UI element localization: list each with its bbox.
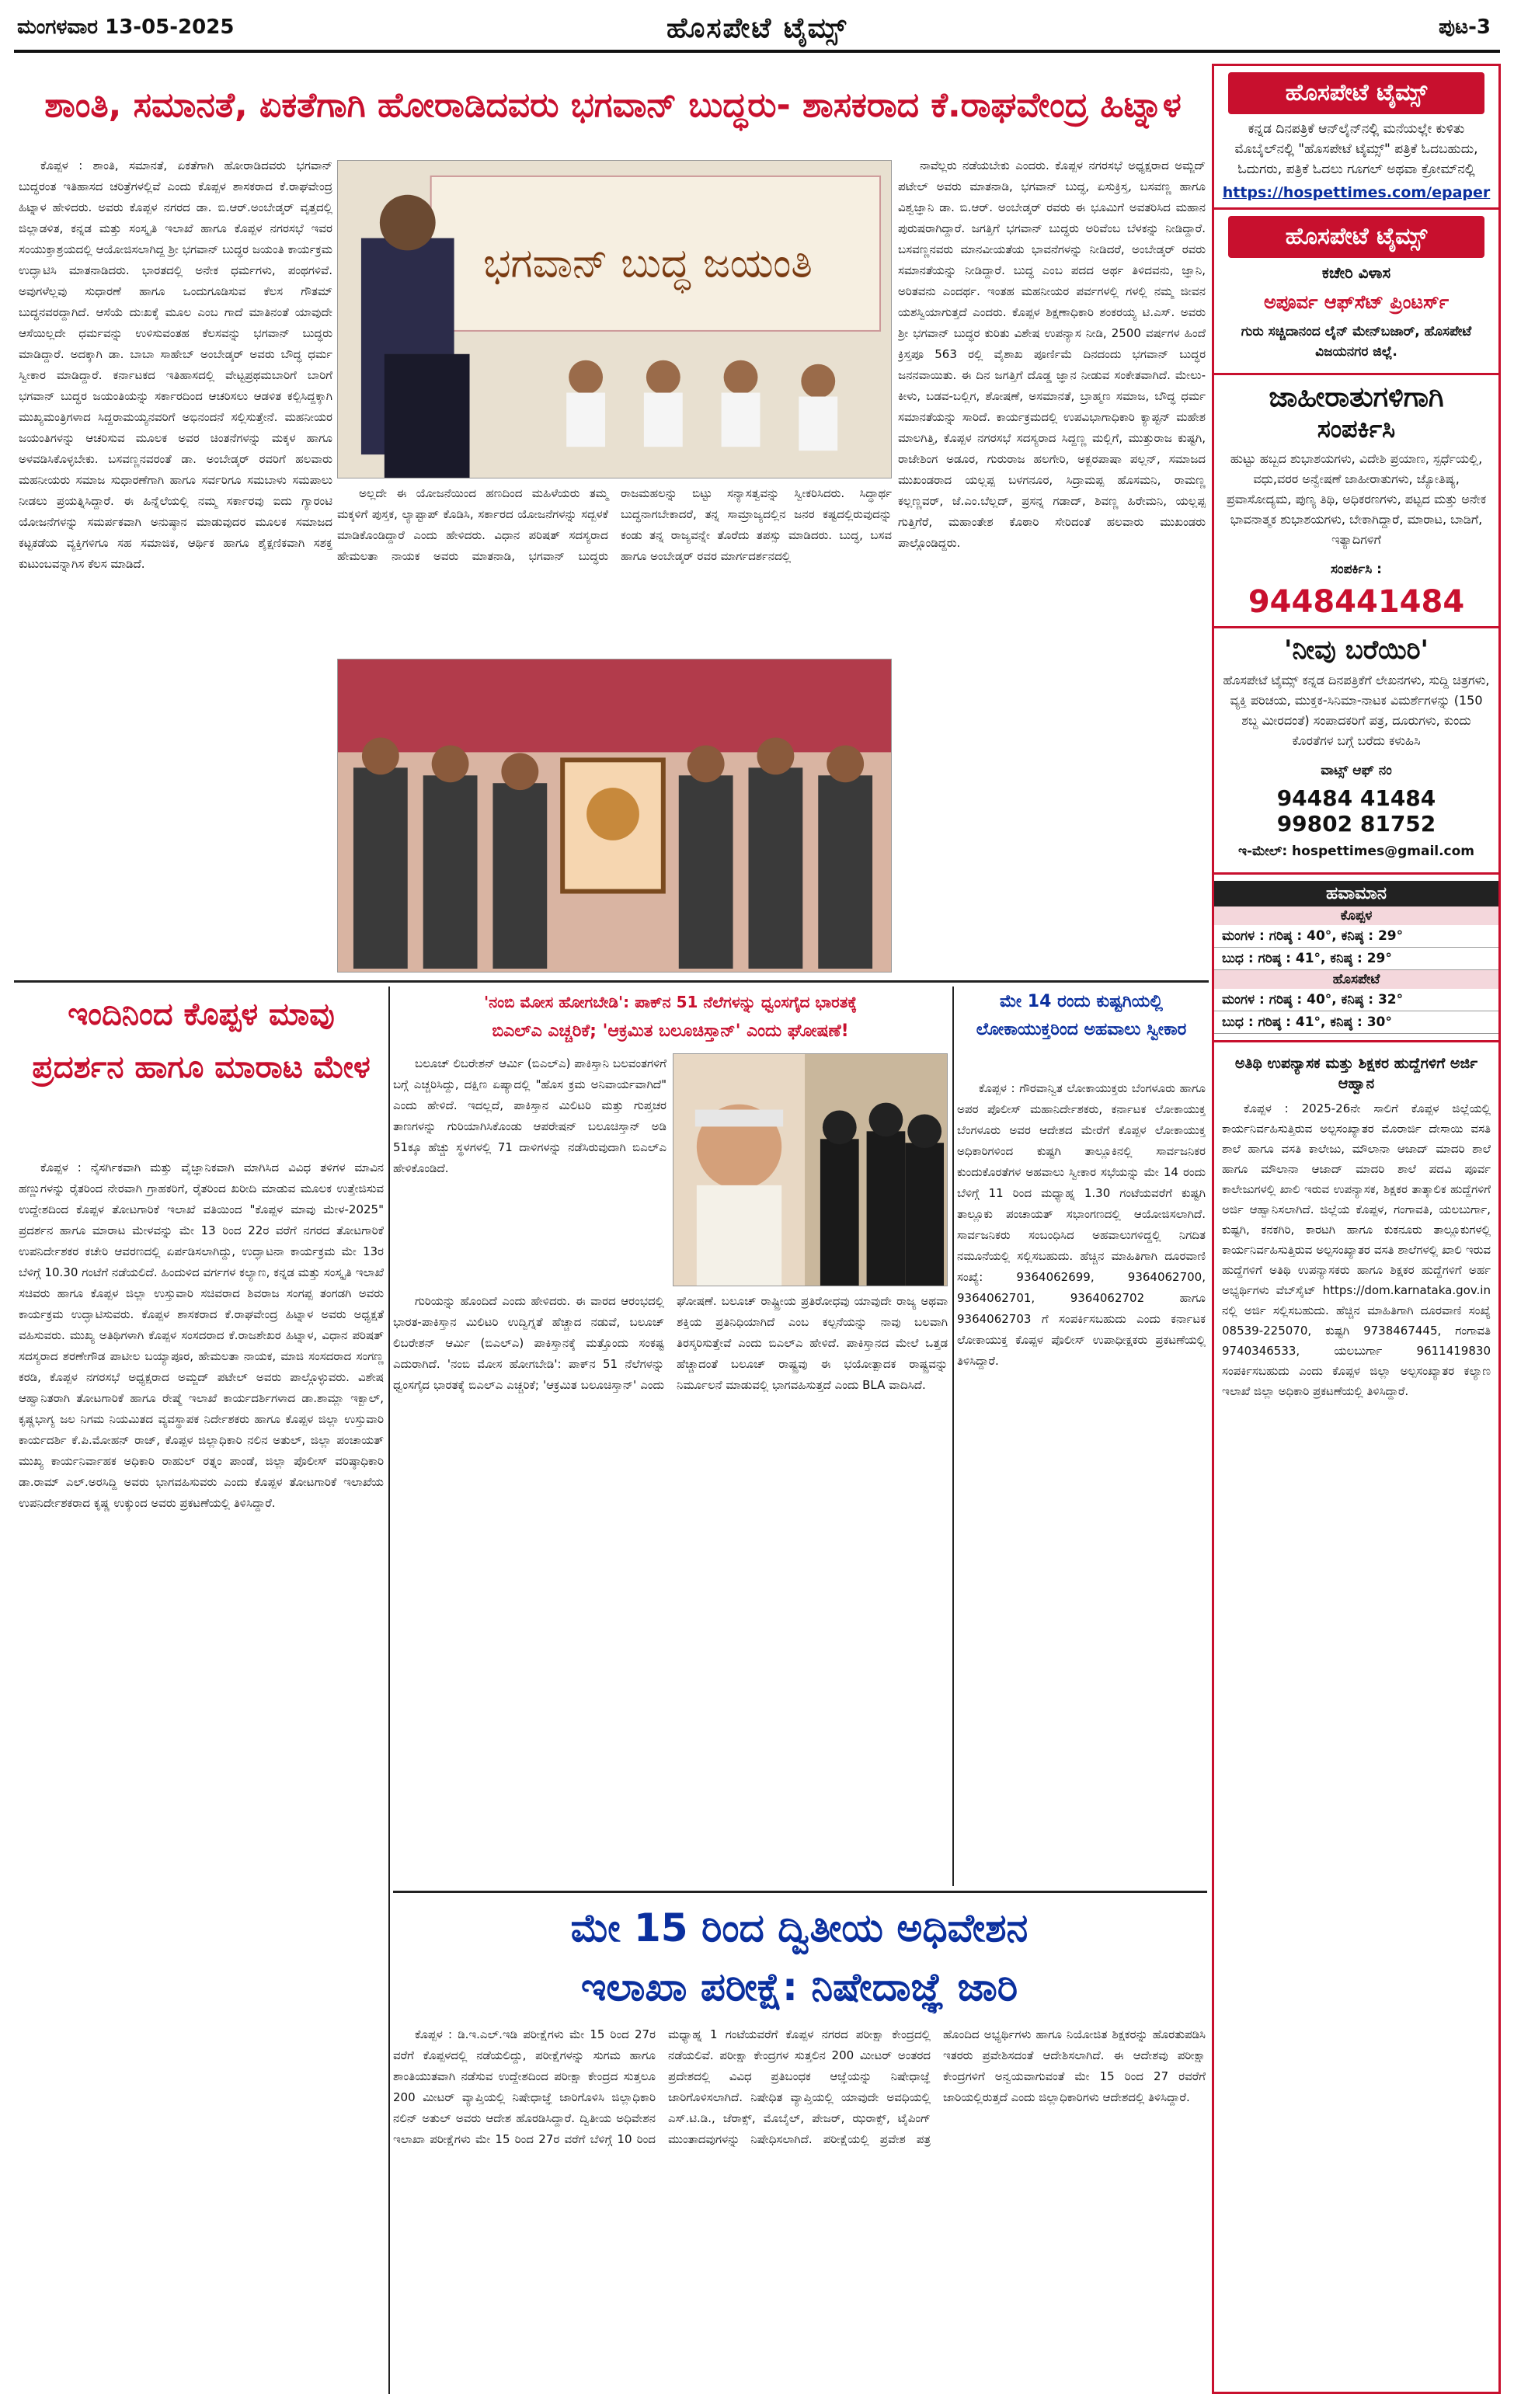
sidebar-separator: [1214, 872, 1498, 875]
epaper-link[interactable]: https://hospettimes.com/epaper: [1222, 184, 1491, 201]
email-label: ಇ-ಮೇಲ್:: [1237, 844, 1288, 859]
sidebar-logo-2: ಹೊಸಪೇಟೆ ಟೈಮ್ಸ್: [1228, 216, 1484, 258]
ads-subtitle: ಸಂಪರ್ಕಿಸಿ: [1317, 414, 1396, 444]
write-text: ಹೊಸಪೇಟೆ ಟೈಮ್ಸ್ ಕನ್ನಡ ದಿನಪತ್ರಿಕೆಗೆ ಲೇಖನಗಳು, ಸುದ್ದಿ ಚಿತ್ರಗಳು, ವ್ಯಕ್ತಿ ಪರಿಚಯ, ಮುಕ್ತಕ-ಸಿನಿಮಾ-ನಾಟಕ ವಿಮರ್ಶೆಗಳನ್ನು (150 ಶಬ್ದ ಮೀರದಂತೆ) ಸಂಪಾದಕರಿಗೆ ಪತ್ರ, ದೂರುಗಳು, ಕುಂದು ಕೊರತೆಗಳ ಬಗ್ಗೆ ಬರೆದು ಕಳುಹಿಸಿ: [1223, 673, 1490, 748]
sidebar-separator: [1214, 1040, 1498, 1042]
email-address[interactable]: hospettimes@gmail.com: [1292, 844, 1475, 859]
exam-headline-2: ಇಲಾಖಾ ಪರೀಕ್ಷೆ: ನಿಷೇದಾಜ್ಞೆ ಜಾರಿ: [580, 1964, 1018, 2010]
section-divider: [14, 980, 1209, 983]
ads-title: ಜಾಹೀರಾತುಗಳಿಗಾಗಿ: [1269, 381, 1444, 413]
office-address: ಗುರು ಸಚ್ಚಿದಾನಂದ ಲೈನ್ ಮೇನ್‌ಬಜಾರ್, ಹೊಸಪೇಟೆ ವಿಜಯನಗರ ಜಿಲ್ಲೆ.: [1241, 324, 1472, 360]
bla-lead: [393, 1053, 667, 1279]
bla-headline-2: ಬಿಎಲ್ಎ ಎಚ್ಚರಿಕೆ; 'ಆಕ್ರಮಿತ ಬಲೂಚಿಸ್ತಾನ್' ಎಂದು ಘೋಷಣೆ!: [492, 1021, 849, 1041]
whatsapp-phone-2[interactable]: 99802 81752: [1276, 811, 1436, 837]
weather-row: ಮಂಗಳ : ಗರಿಷ್ಠ : 40°, ಕನಿಷ್ಠ : 32°: [1214, 989, 1498, 1011]
lead-under-photo-text: ಅಲ್ಲದೇ ಈ ಯೋಜನೆಯಿಂದ ಹಣದಿಂದ ಮಹಿಳೆಯರು ತಮ್ಮ ಮಕ್ಕಳಿಗೆ ಪುಸ್ತಕ, ಲ್ಯಾಪ್ಟಾಪ್ ಕೊಡಿಸಿ, ಸರ್ಕಾರದ ಯೋಜನೆಗಳನ್ನು ಸದ್ಬಳಕೆ ಮಾಡಿಕೊಂಡಿದ್ದಾರೆ ಎಂದು ಹೇಳಿದರು. ವಿಧಾನ ಪರಿಷತ್ ಸದಸ್ಯರಾದ ಹೇಮಲತಾ ನಾಯಕ ಅವರು ಮಾತನಾಡಿ, ಭಗವಾನ್ ಬುದ್ಧರು ರಾಜಮಹಲನ್ನು ಬಿಟ್ಟು ಸನ್ಯಾಸತ್ವವನ್ನು ಸ್ವೀಕರಿಸಿದರು. ಸಿದ್ಧಾರ್ಥ ಬುದ್ಧನಾಗಬೇಕಾದರೆ, ತನ್ನ ಸಾಮ್ರಾಜ್ಯದಲ್ಲಿನ ಜನರ ಕಷ್ಟದಲ್ಲಿರುವುದನ್ನು ಕಂಡು ತನ್ನ ರಾಜ್ಯವನ್ನೇ ತೊರೆದು ತಪಸ್ಸು ಮಾಡಿದರು. ಬುದ್ಧ, ಬಸವ ಹಾಗೂ ಅಂಬೇಡ್ಕರ್ ರವರ ಮಾರ್ಗದರ್ಶನದಲ್ಲಿ: [337, 486, 892, 563]
ads-phone[interactable]: 9448441484: [1248, 584, 1465, 620]
bla-story-text: ಗುರಿಯನ್ನು ಹೊಂದಿದೆ ಎಂದು ಹೇಳಿದರು. ಈ ವಾರದ ಆರಂಭದಲ್ಲಿ ಭಾರತ-ಪಾಕಿಸ್ತಾನ ಮಿಲಿಟರಿ ಉದ್ವಿಗ್ನತೆ ಹೆಚ್ಚಾದ ನಡುವೆ, ಬಲೂಚ್ ಲಿಬರೇಶನ್ ಆರ್ಮಿ (ಬಿಎಲ್ಎ) ಪಾಕಿಸ್ತಾನಕ್ಕೆ ಮತ್ತೊಂದು ಸಂಕಷ್ಟ ಎದುರಾಗಿದೆ. 'ನಂಬಿ ಮೋಸ ಹೋಗಬೇಡಿ': ಪಾಕ್‌ನ 51 ನೆಲೆಗಳನ್ನು ಧ್ವಂಸಗೈದ ಭಾರತಕ್ಕೆ ಬಿಎಲ್ಎ ಎಚ್ಚರಿಕೆ; 'ಆಕ್ರಮಿತ ಬಲೂಚಿಸ್ತಾನ್' ಎಂದು ಘೋಷಣೆ. ಬಲೂಚ್ ರಾಷ್ಟ್ರೀಯ ಪ್ರತಿರೋಧವು ಯಾವುದೇ ರಾಜ್ಯ ಅಥವಾ ಶಕ್ತಿಯ ಪ್ರತಿನಿಧಿಯಾಗಿದೆ ಎಂಬ ಕಲ್ಪನೆಯನ್ನು ನಾವು ಬಲವಾಗಿ ತಿರಸ್ಕರಿಸುತ್ತೇವೆ ಎಂದು ಬಿಎಲ್ಎ ಹೇಳಿದೆ. ಪಾಕಿಸ್ತಾನದ ಮೇಲೆ ಒತ್ತಡ ಹೆಚ್ಚಾದಂತೆ ಬಲೂಚ್ ರಾಷ್ಟ್ರವು ಈ ಭಯೋತ್ಪಾದಕ ರಾಷ್ಟ್ರವನ್ನು ನಿರ್ಮೂಲನೆ ಮಾಡುವಲ್ಲಿ ಭಾಗವಹಿಸುತ್ತದೆ ಎಂದು BLA ವಾದಿಸಿದೆ.: [393, 1294, 948, 1392]
mango-story: [19, 1157, 384, 2392]
sidebar-separator: [1214, 207, 1498, 210]
photo-modi-bla: [673, 1053, 948, 1286]
whatsapp-phone-1[interactable]: 94484 41484: [1276, 785, 1436, 811]
hostel-story-text: ಕೊಪ್ಪಳ : 2025-26ನೇ ಸಾಲಿಗೆ ಕೊಪ್ಪಳ ಜಿಲ್ಲೆಯಲ್ಲಿ ಕಾರ್ಯನಿರ್ವಹಿಸುತ್ತಿರುವ ಅಲ್ಪಸಂಖ್ಯಾತರ ಮೊರಾರ್ಜಿ ದೇಸಾಯಿ ವಸತಿ ಶಾಲೆ ಹಾಗೂ ವಸತಿ ಕಾಲೇಜು, ಮೌಲಾನಾ ಆಜಾದ್ ಮಾದರಿ ಶಾಲೆ ಹಾಗೂ ಮೌಲಾನಾ ಆಜಾದ್ ಮಾದರಿ ಶಾಲೆ ಪದವಿ ಪೂರ್ವ ಕಾಲೇಜುಗಳಲ್ಲಿ ಖಾಲಿ ಇರುವ ಉಪನ್ಯಾಸಕ, ಶಿಕ್ಷಕರ ತಾತ್ಕಾಲಿಕ ಹುದ್ದೆಗಳಿಗೆ ಅರ್ಜಿ ಆಹ್ವಾನಿಸಲಾಗಿದೆ. ಜಿಲ್ಲೆಯ ಕೊಪ್ಪಳ, ಗಂಗಾವತಿ, ಯಲಬುರ್ಗಾ, ಕುಷ್ಟಗಿ, ಕನಕಗಿರಿ, ಕಾರಟಗಿ ಹಾಗೂ ಕುಕನೂರು ತಾಲ್ಲೂಕುಗಳಲ್ಲಿ ಕಾರ್ಯನಿರ್ವಹಿಸುತ್ತಿರುವ ಅಲ್ಪಸಂಖ್ಯಾತರ ವಸತಿ ಶಾಲೆಗಳಲ್ಲಿ ಖಾಲಿ ಇರುವ ಹುದ್ದೆಗಳಿಗೆ ಅತಿಥಿ ಉಪನ್ಯಾಸಕರು ಹಾಗೂ ಶಿಕ್ಷಕರ ಹುದ್ದೆಗಳಿಗೆ ಅರ್ಹ ಅಭ್ಯರ್ಥಿಗಳು ವೆಬ್‌ಸೈಟ್ https://dom.karnataka.gov.in ನಲ್ಲಿ ಅರ್ಜಿ ಸಲ್ಲಿಸಬಹುದು. ಹೆಚ್ಚಿನ ಮಾಹಿತಿಗಾಗಿ ದೂರವಾಣಿ ಸಂಖ್ಯೆ 08539-225070, ಕುಷ್ಟಗಿ 9738467445, ಗಂಗಾವತಿ 9740346533, ಯಲಬುರ್ಗಾ 9611419830 ಸಂಪರ್ಕಿಸಬಹುದು ಎಂದು ಕೊಪ್ಪಳ ಜಿಲ್ಲಾ ಅಲ್ಪಸಂಖ್ಯಾತರ ಕಲ್ಯಾಣ ಇಲಾಖೆ ಜಿಲ್ಲಾ ಅಧಿಕಾರಿ ಪ್ರಕಟಣೆಯಲ್ಲಿ ತಿಳಿಸಿದ್ದಾರೆ.: [1222, 1101, 1491, 1398]
lokayukta-story: [957, 1078, 1206, 1886]
whatsapp-label: ವಾಟ್ಸ್ ಆಫ್ ನಂ: [1321, 763, 1392, 778]
printer-name: ಅಪೂರ್ವ ಆಫ್‌ಸೆಟ್ ಪ್ರಿಂಟರ್ಸ್: [1263, 291, 1450, 313]
lead-story-col1: [19, 155, 332, 963]
weather-city-koppal: ಕೊಪ್ಪಳ: [1214, 906, 1498, 925]
photo-group-buddha-portrait: [337, 659, 892, 973]
sidebar-separator: [1214, 373, 1498, 375]
issue-date: ಮಂಗಳವಾರ 13-05-2025: [17, 16, 235, 39]
sidebar-logo: ಹೊಸಪೇಟೆ ಟೈಮ್ಸ್: [1228, 72, 1484, 114]
sidebar: [1212, 64, 1501, 2394]
exam-story-text: ಕೊಪ್ಪಳ : ಡಿ.ಇ.ಎಲ್.ಇಡಿ ಪರೀಕ್ಷೆಗಳು ಮೇ 15 ರಿಂದ 27ರ ವರೆಗೆ ಕೊಪ್ಪಳದಲ್ಲಿ ನಡೆಯಲಿದ್ದು, ಪರೀಕ್ಷೆಗಳನ್ನು ಸುಗಮ ಹಾಗೂ ಶಾಂತಿಯುತವಾಗಿ ನಡೆಸುವ ಉದ್ದೇಶದಿಂದ ಪರೀಕ್ಷಾ ಕೇಂದ್ರದ ಸುತ್ತಲೂ 200 ಮೀಟರ್ ವ್ಯಾಪ್ತಿಯಲ್ಲಿ ನಿಷೇಧಾಜ್ಞೆ ಜಾರಿಗೊಳಿಸಿ ಜಿಲ್ಲಾಧಿಕಾರಿ ನಲಿನ್ ಅತುಲ್ ಅವರು ಆದೇಶ ಹೊರಡಿಸಿದ್ದಾರೆ. ದ್ವಿತೀಯ ಅಧಿವೇಶನ ಇಲಾಖಾ ಪರೀಕ್ಷೆಗಳು ಮೇ 15 ರಿಂದ 27ರ ವರೆಗೆ ಬೆಳಿಗ್ಗೆ 10 ರಿಂದ ಮಧ್ಯಾಹ್ನ 1 ಗಂಟೆಯವರೆಗೆ ಕೊಪ್ಪಳ ನಗರದ ಪರೀಕ್ಷಾ ಕೇಂದ್ರದಲ್ಲಿ ನಡೆಯಲಿವೆ. ಪರೀಕ್ಷಾ ಕೇಂದ್ರಗಳ ಸುತ್ತಲಿನ 200 ಮೀಟರ್ ಅಂತರದ ಪ್ರದೇಶದಲ್ಲಿ ವಿವಿಧ ಪ್ರತಿಬಂಧಕ ಆಜ್ಞೆಯನ್ನು ನಿಷೇಧಾಜ್ಞೆ ಜಾರಿಗೊಳಿಸಲಾಗಿದೆ. ನಿಷೇಧಿತ ವ್ಯಾಪ್ತಿಯಲ್ಲಿ ಯಾವುದೇ ಅವಧಿಯಲ್ಲಿ ಎಸ್.ಟಿ.ಡಿ., ಜೆರಾಕ್ಸ್, ಮೊಬೈಲ್, ಪೇಜರ್, ಝರಾಕ್ಸ್, ಟೈಪಿಂಗ್ ಮುಂತಾದವುಗಳನ್ನು ನಿಷೇಧಿಸಲಾಗಿದೆ. ಪರೀಕ್ಷೆಯಲ್ಲಿ ಪ್ರವೇಶ ಪತ್ರ ಹೊಂದಿದ ಅಭ್ಯರ್ಥಿಗಳು ಹಾಗೂ ನಿಯೋಜಿತ ಶಿಕ್ಷಕರನ್ನು ಹೊರತುಪಡಿಸಿ ಇತರರು ಪ್ರವೇಶಿಸದಂತೆ ಆದೇಶಿಸಲಾಗಿದೆ. ಈ ಆದೇಶವು ಪರೀಕ್ಷಾ ಕೇಂದ್ರಗಳಿಗೆ ಅನ್ವಯವಾಗುವಂತೆ ಮೇ 15 ರಿಂದ 27 ರವರೆಗೆ ಜಾರಿಯಲ್ಲಿರುತ್ತದೆ ಎಂದು ಜಿಲ್ಲಾಧಿಕಾರಿಗಳು ಆದೇಶದಲ್ಲಿ ತಿಳಿಸಿದ್ದಾರೆ.: [393, 2027, 1206, 2146]
office-title: ಕಚೇರಿ ವಿಳಾಸ: [1321, 263, 1391, 282]
sidebar-separator: [1214, 626, 1498, 628]
weather-row: ಬುಧ : ಗರಿಷ್ಠ : 41°, ಕನಿಷ್ಠ : 30°: [1214, 1011, 1498, 1034]
column-rule: [388, 987, 390, 2394]
hostel-headline: ಅತಿಥಿ ಉಪನ್ಯಾಸಕ ಮತ್ತು ಶಿಕ್ಷಕರ ಹುದ್ದೆಗಳಿಗೆ ಅರ್ಜಿ ಆಹ್ವಾನ: [1234, 1055, 1478, 1092]
exam-headline-1: ಮೇ 15 ರಿಂದ ದ್ವಿತೀಯ ಅಧಿವೇಶನ: [570, 1905, 1028, 1950]
lokayukta-story-text: ಕೊಪ್ಪಳ : ಗೌರವಾನ್ವಿತ ಲೋಕಾಯುಕ್ತರು ಬೆಂಗಳೂರು ಹಾಗೂ ಅಪರ ಪೊಲೀಸ್ ಮಹಾನಿರ್ದೇಶಕರು, ಕರ್ನಾಟಕ ಲೋಕಾಯುಕ್ತ ಬೆಂಗಳೂರು ಅವರ ಆದೇಶದ ಮೇರೆಗೆ ಕೊಪ್ಪಳ ಲೋಕಾಯುಕ್ತ ಅಧಿಕಾರಿಗಳಿಂದ ಕುಷ್ಟಗಿ ತಾಲ್ಲೂಕಿನಲ್ಲಿ ಸಾರ್ವಜನಿಕರ ಕುಂದುಕೊರತೆಗಳ ಅಹವಾಲು ಸ್ವೀಕಾರ ಸಭೆಯನ್ನು ಮೇ 14 ರಂದು ಬೆಳಿಗ್ಗೆ 11 ರಿಂದ ಮಧ್ಯಾಹ್ನ 1.30 ಗಂಟೆಯವರೆಗೆ ಕುಷ್ಟಗಿ ತಾಲ್ಲೂಕು ಪಂಚಾಯತ್ ಸಭಾಂಗಣದಲ್ಲಿ ಆಯೋಜಿಸಲಾಗಿದೆ. ಸಾರ್ವಜನಿಕರು ಸಂಬಂಧಿಸಿದ ಅಹವಾಲುಗಳಿದ್ದಲ್ಲಿ ನಿಗದಿತ ನಮೂನೆಯಲ್ಲಿ ಸಲ್ಲಿಸಬಹುದು. ಹೆಚ್ಚಿನ ಮಾಹಿತಿಗಾಗಿ ದೂರವಾಣಿ ಸಂಖ್ಯೆ: 9364062699, 9364062700, 9364062701, 9364062702 ಹಾಗೂ 9364062703 ಗೆ ಸಂಪರ್ಕಿಸಬಹುದು ಎಂದು ಕರ್ನಾಟಕ ಲೋಕಾಯುಕ್ತ ಕೊಪ್ಪಳ ಪೊಲೀಸ್ ಉಪಾಧೀಕ್ಷಕರು ಪ್ರಕಟಣೆಯಲ್ಲಿ ತಿಳಿಸಿದ್ದಾರೆ.: [957, 1081, 1206, 1368]
column-rule: [952, 987, 954, 1886]
lead-headline: ಶಾಂತಿ, ಸಮಾನತೆ, ಏಕತೆಗಾಗಿ ಹೋರಾಡಿದವರು ಭಗವಾನ್ ಬುದ್ಧರು- ಶಾಸಕರಾದ ಕೆ.ರಾಘವೇಂದ್ರ ಹಿಟ್ನಾಳ: [44, 85, 1182, 125]
section-divider: [393, 1891, 1207, 1893]
bla-lead-text: ಬಲೂಚ್ ಲಿಬರೇಶನ್ ಆರ್ಮಿ (ಬಿಎಲ್ಎ) ಪಾಕಿಸ್ತಾನಿ ಬಲವಂತಗಳಿಗೆ ಬಗ್ಗೆ ಎಚ್ಚರಿಸಿದ್ದು, ದಕ್ಷಿಣ ಏಷ್ಯಾದಲ್ಲಿ "ಹೊಸ ಕ್ರಮ ಅನಿವಾರ್ಯವಾಗಿದೆ" ಎಂದು ಹೇಳಿದೆ. ಇದಲ್ಲದೆ, ಪಾಕಿಸ್ತಾನ ಮಿಲಿಟರಿ ಮತ್ತು ಗುಪ್ತಚರ ತಾಣಗಳನ್ನು ಗುರಿಯಾಗಿಸಿಕೊಂಡು ಆಪರೇಷನ್ ಬಲೂಚಿಸ್ತಾನ್ ಅಡಿ 51ಕ್ಕೂ ಹೆಚ್ಚು ಸ್ಥಳಗಳಲ್ಲಿ 71 ದಾಳಿಗಳನ್ನು ನಡೆಸಿರುವುದಾಗಿ ಬಿಎಲ್ಎ ಹೇಳಿಕೊಂಡಿದೆ.: [393, 1056, 667, 1175]
write-title: 'ನೀವು ಬರೆಯಿರಿ': [1284, 635, 1429, 666]
lead-col3-text: ನಾವೆಲ್ಲರು ನಡೆಯಬೇಕು ಎಂದರು. ಕೊಪ್ಪಳ ನಗರಸಭೆ ಅಧ್ಯಕ್ಷರಾದ ಅಮ್ಜದ್ ಪಟೇಲ್ ಅವರು ಮಾತನಾಡಿ, ಭಗವಾನ್ ಬುದ್ಧ, ಏಸುಕ್ರಿಸ್ತ, ಬಸವಣ್ಣ ಹಾಗೂ ವಿಶ್ವಜ್ಞಾನಿ ಡಾ. ಬಿ.ಆರ್. ಅಂಬೇಡ್ಕರ್ ರವರು ಈ ಭೂಮಿಗೆ ಅವತರಿಸಿದ ಮಹಾನ ಪುರುಷರಾಗಿದ್ದಾರೆ. ಜಗತ್ತಿಗೆ ಭಗವಾನ್ ಬುದ್ಧರು ಅರಿವೆಂಬ ಬೆಳಕನ್ನು ನೀಡಿದ್ದಾರೆ. ಬಸವಣ್ಣನವರು ಮಾನವೀಯತೆಯ ಭಾವನೆಗಳನ್ನು ನೀಡಿದರೆ, ಅಂಬೇಡ್ಕರ್ ರವರು ಸಮಾನತೆಯನ್ನು ನೀಡಿದ್ದಾರೆ. ಬುದ್ಧ ಎಂಬ ಪದದ ಅರ್ಥ ತಿಳಿದವನು, ಜ್ಞಾನಿ, ಅರಿತವನು ಎಂದರ್ಥ. ಇಂತಹ ಮಹನೀಯರ ಪರ್ವಗಳಲ್ಲಿ ಗಳಲ್ಲಿ ನಮ್ಮ ಜೀವನ ಯಶಸ್ವಿಯಾಗುತ್ತದೆ ಎಂದರು. ಕೊಪ್ಪಳ ಶಿಕ್ಷಣಾಧಿಕಾರಿ ಶಂಕರಯ್ಯ ಟಿ.ಎಸ್. ಅವರು ಶ್ರೀ ಭಗವಾನ್ ಬುದ್ಧರ ಕುರಿತು ವಿಶೇಷ ಉಪನ್ಯಾಸ ನೀಡಿ, 2500 ವರ್ಷಗಳ ಹಿಂದೆ ಕ್ರಿಸ್ತಪೂ 563 ರಲ್ಲಿ ವೈಶಾಖ ಪೂರ್ಣಿಮೆ ದಿನದಂದು ಭಗವಾನ್ ಬುದ್ಧರ ಜನನವಾಯಿತು. ಈ ದಿನ ಜಗತ್ತಿಗೆ ದೊಡ್ಡ ಜ್ಞಾನ ನೀಡುವ ಸಂಕೇತವಾಗಿದೆ. ಮೇಲು-ಕೀಳು, ಬಡವ-ಬಲ್ಲಿಗ, ಶೋಷಣೆ, ಅಸಮಾನತೆ, ಬ್ರಾಹ್ಮಣ ಸಮಾಜ, ಬೌದ್ಧ ಧರ್ಮ ಸಮಾನತೆಯನ್ನು ಸಾರಿದೆ. ಕಾರ್ಯಕ್ರಮದಲ್ಲಿ ಉಪವಿಭಾಗಾಧಿಕಾರಿ ಕ್ಯಾಪ್ಟನ್ ಮಹೇಶ ಮಾಲಗಿತ್ತಿ, ಕೊಪ್ಪಳ ನಗರಸಭೆ ಸದಸ್ಯರಾದ ಸಿದ್ದಣ್ಣ ಮಲ್ಲಿಗೆ, ಮುತ್ತುರಾಜ ಕುಷ್ಟಗಿ, ರಾಜೇಶಿಂಗ ಅಡೂರ, ಗುರುರಾಜ ಹಲಗೇರಿ, ಅಕ್ಬರಪಾಷಾ ಪಲ್ಲನ್, ಸಮಾಜದ ಮುಖಂಡರಾದ ಯಲ್ಲಪ್ಪ ಬಳಗನೂರ, ಸಿದ್ರಾಮಪ್ಪ ಹೊಸಮನಿ, ರಾಮಣ್ಣ ಕಲ್ಲಣ್ಣವರ್, ಜೆ.ಎಂ.ಬೆಲ್ಲದ್, ಪ್ರಸನ್ನ ಗಡಾದ್, ಶಿವಣ್ಣ ಹಿರೇಮನಿ, ಯಲ್ಲಪ್ಪ ಗುತ್ತಿಗೆರೆ, ಮಹಾಂತೇಶ ಕೊಠಾರಿ ಸೇರಿದಂತೆ ಹಲವಾರು ಮುಖಂಡರು ಪಾಲ್ಗೊಂಡಿದ್ದರು.: [898, 158, 1206, 550]
sidebar-promo: ಕನ್ನಡ ದಿನಪತ್ರಿಕೆ ಆನ್‌ಲೈನ್‌ನಲ್ಲಿ ಮನೆಯಲ್ಲೇ ಕುಳಿತು ಮೊಬೈಲ್‌ನಲ್ಲಿ "ಹೊಸಪೇಟೆ ಟೈಮ್ಸ್" ಪತ್ರಿಕೆ ಓದಬಹುದು, ಓದುಗರು, ಪತ್ರಿಕೆ ಓದಲು ಗೂಗಲ್ ಅಥವಾ ಕ್ರೋಮ್‌ನಲ್ಲಿ: [1234, 121, 1478, 177]
lead-story-col3: [898, 155, 1206, 973]
ads-list: ಹುಟ್ಟು ಹಬ್ಬದ ಶುಭಾಶಯಗಳು, ವಿದೇಶಿ ಪ್ರಯಾಣ, ಸ್ಪರ್ಧೆಯಲ್ಲಿ, ವಧು,ವರರ ಅನ್ವೇಷಣೆ ಜಾಹೀರಾತುಗಳು, ಜ್ಯೋತಿಷ್ಯ, ಪ್ರವಾಸೋದ್ಯಮ, ಪುಣ್ಯ ತಿಥಿ, ಅಧಿಕರಣಗಳು, ಪಟ್ಟದ ಮತ್ತು ಅನೇಕ ಭಾವನಾತ್ಮಕ ಶುಭಾಶಯಗಳು, ಬೇಕಾಗಿದ್ದಾರೆ, ಮಾರಾಟ, ಬಾಡಿಗೆ, ಇತ್ಯಾದಿಗಳಿಗೆ: [1226, 451, 1487, 547]
lead-under-photo: [337, 483, 892, 654]
svg-text:ಭಗವಾನ್ ಬುದ್ಧ ಜಯಂತಿ: ಭಗವಾನ್ ಬುದ್ಧ ಜಯಂತಿ: [482, 240, 813, 287]
photo-buddha-jayanti-stage: [337, 160, 892, 478]
masthead: [14, 11, 1500, 53]
lead-col1-text: ಕೊಪ್ಪಳ : ಶಾಂತಿ, ಸಮಾನತೆ, ಏಕತೆಗಾಗಿ ಹೋರಾಡಿದವರು ಭಗವಾನ್ ಬುದ್ಧರಂತ ಇತಿಹಾಸದ ಚರಿತ್ರೆಗಳಲ್ಲಿವೆ ಎಂದು ಕೊಪ್ಪಳ ಶಾಸಕರಾದ ಕೆ.ರಾಘವೇಂದ್ರ ಹಿಟ್ನಾಳ ಹೇಳಿದರು. ಅವರು ಕೊಪ್ಪಳ ನಗರದ ಡಾ. ಬಿ.ಆರ್.ಅಂಬೇಡ್ಕರ್ ವೃತ್ತದಲ್ಲಿ ಜಿಲ್ಲಾಡಳಿತ, ಕನ್ನಡ ಮತ್ತು ಸಂಸ್ಕೃತಿ ಇಲಾಖೆ ಹಾಗೂ ಕೊಪ್ಪಳ ನಗರಸಭೆ ಇವರ ಸಂಯುಕ್ತಾಶ್ರಯದಲ್ಲಿ ಆಯೋಜಿಸಲಾಗಿದ್ದ ಶ್ರೀ ಭಗವಾನ್ ಬುದ್ಧರ ಜಯಂತಿ ಕಾರ್ಯಕ್ರಮ ಉದ್ಘಾಟಿಸಿ ಮಾತನಾಡಿದರು. ಭಾರತದಲ್ಲಿ ಅನೇಕ ಧರ್ಮಗಳು, ಪಂಥಗಳಿವೆ. ಅವುಗಳೆಲ್ಲವು ಸುಧಾರಣೆ ಹಾಗೂ ಒಂದುಗೂಡಿಸುವ ಕೆಲಸ ಗೌತಮ್ ಬುದ್ಧನವರದ್ದಾಗಿದೆ. ಆಸೆಯೆ ದುಃಖಕ್ಕೆ ಮೂಲ ಎಂಬ ಗಾದೆ ಮಾತಿನಂತೆ ಯಾವುದೇ ಆಸೆಯಿಲ್ಲದೇ ಧರ್ಮವನ್ನು ಉಳಿಸುವಂತಹ ಕೆಲಸವನ್ನು ಭಗವಾನ್ ಬುದ್ಧರು ಮಾಡಿದ್ದಾರೆ. ಅದಕ್ಕಾಗಿ ಡಾ. ಬಾಬಾ ಸಾಹೇಬ್ ಅಂಬೇಡ್ಕರ್ ಅವರು ಬೌದ್ಧ ಧರ್ಮ ಸ್ವೀಕಾರ ಮಾಡಿದ್ದಾರೆ. ಕರ್ನಾಟಕದ ಇತಿಹಾಸದಲ್ಲಿ ವೇಟ್ಟಪ್ರಥಮಬಾರಿಗೆ ಬಾರಿಗೆ ಭಗವಾನ್ ಬುದ್ಧರ ಜಯಂತಿಯನ್ನು ಸರ್ಕಾರದಿಂದ ಆಚರಿಸಲು ಆಡಳಿತ ಕಲ್ಪಿಸಿದ್ದಕ್ಕಾಗಿ ಮುಖ್ಯಮಂತ್ರಿಗಳಾದ ಸಿದ್ದರಾಮಯ್ಯನವರಿಗೆ ಅಭಿನಂದನೆ ಸಲ್ಲಿಸುತ್ತೇನೆ. ಮಹನೀಯರ ಜಯಂತಿಗಳನ್ನು ಆಚರಿಸುವ ಮೂಲಕ ಅವರ ಚಿಂತನೆಗಳನ್ನು ಮಕ್ಕಳ ಹಾಗೂ ಅಳವಡಿಸಿಕೊಳ್ಳಬೇಕು. ಬಸವಣ್ಣನವರಂತೆ ಡಾ. ಅಂಬೇಡ್ಕರ್ ರವರಿಗೆ ಹಲವಾರು ಮಹನೀಯರು ಸಮಾಜ ಸುಧಾರಣೆಗಾಗಿ ಹಾಗೂ ಸರ್ವರಿಗೂ ಸಮಬಾಳು ಸಮಪಾಲು ನೀಡಲು ಪ್ರಯತ್ನಿಸಿದ್ದಾರೆ. ಈ ಹಿನ್ನೆಲೆಯಲ್ಲಿ ನಮ್ಮ ಸರ್ಕಾರವು ಐದು ಗ್ಯಾರಂಟಿ ಯೋಜನೆಗಳನ್ನು ಸಮರ್ಪಕವಾಗಿ ಅನುಷ್ಠಾನ ಮಾಡುವುದರ ಮೂಲಕ ಸಮಾಜದ ಕಟ್ಟಕಡೆಯ ವ್ಯಕ್ತಿಗಳಿಗೂ ಸಹ ಸಮಾಜಿಕ, ಆರ್ಥಿಕ ಹಾಗೂ ಶೈಕ್ಷಣಿಕವಾಗಿ ಸಶಕ್ತ ಕುಟುಂಬವನ್ನಾಗಿಸ ಕೆಲಸ ಮಾಡಿದೆ.: [19, 158, 332, 571]
ads-contact-label: ಸಂಪರ್ಕಿಸಿ :: [1331, 562, 1382, 577]
bla-headline-1: 'ನಂಬಿ ಮೋಸ ಹೋಗಬೇಡಿ': ಪಾಕ್‌ನ 51 ನೆಲೆಗಳನ್ನು ಧ್ವಂಸಗೈದ ಭಾರತಕ್ಕೆ: [483, 993, 858, 1011]
lokayukta-headline: ಮೇ 14 ರಂದು ಕುಷ್ಟಗಿಯಲ್ಲಿ ಲೋಕಾಯುಕ್ತರಿಂದ ಅಹವಾಲು ಸ್ವೀಕಾರ: [976, 992, 1187, 1039]
mango-headline: ಇಂದಿನಿಂದ ಕೊಪ್ಪಳ ಮಾವು ಪ್ರದರ್ಶನ ಹಾಗೂ ಮಾರಾಟ ಮೇಳ: [32, 997, 371, 1085]
bla-story: [393, 1291, 948, 1886]
page-number: ಪುಟ-3: [1438, 16, 1491, 39]
paper-title: ಹೊಸಪೇಟೆ ಟೈಮ್ಸ್: [666, 12, 848, 44]
weather-row: ಬುಧ : ಗರಿಷ್ಠ : 41°, ಕನಿಷ್ಠ : 29°: [1214, 948, 1498, 970]
mango-story-text: ಕೊಪ್ಪಳ : ನೈಸರ್ಗಿಕವಾಗಿ ಮತ್ತು ವೈಜ್ಞಾನಿಕವಾಗಿ ಮಾಗಿಸಿದ ವಿವಿಧ ತಳಿಗಳ ಮಾವಿನ ಹಣ್ಣುಗಳನ್ನು ರೈತರಿಂದ ನೇರವಾಗಿ ಗ್ರಾಹಕರಿಗೆ, ರೈತರಿಂದ ಖರೀದಿ ಮಾಡುವ ಮೂಲಕ ಉತ್ತೇಜಿಸುವ ಉದ್ದೇಶದಿಂದ ಕೊಪ್ಪಳ ತೋಟಗಾರಿಕೆ ಇಲಾಖೆ ವತಿಯಿಂದ "ಕೊಪ್ಪಳ ಮಾವು ಮೇಳ-2025" ಪ್ರದರ್ಶನ ಹಾಗೂ ಮಾರಾಟ ಮೇಳವನ್ನು ಮೇ 13 ರಿಂದ 22ರ ವರೆಗೆ ನಗರದ ತೋಟಗಾರಿಕೆ ಉಪನಿರ್ದೇಶಕರ ಕಚೇರಿ ಆವರಣದಲ್ಲಿ ಏರ್ಪಡಿಸಲಾಗಿದ್ದು, ಉದ್ಘಾಟನಾ ಕಾರ್ಯಕ್ರಮ ಮೇ 13ರ ಬೆಳಿಗ್ಗೆ 10.30 ಗಂಟೆಗೆ ನಡೆಯಲಿದೆ. ಹಿಂದುಳಿದ ವರ್ಗಗಳ ಕಲ್ಯಾಣ, ಕನ್ನಡ ಮತ್ತು ಸಂಸ್ಕೃತಿ ಇಲಾಖೆ ಸಚಿವರು ಹಾಗೂ ಕೊಪ್ಪಳ ಜಿಲ್ಲಾ ಉಸ್ತುವಾರಿ ಸಚಿವರಾದ ಶಿವರಾಜ ಸಂಗಪ್ಪ ತಂಗಡಗಿ ಅವರು ಕಾರ್ಯಕ್ರಮ ಉದ್ಘಾಟಿಸುವರು. ಕೊಪ್ಪಳ ಶಾಸಕರಾದ ಕೆ.ರಾಘವೇಂದ್ರ ಹಿಟ್ನಾಳ ಅವರು ಅಧ್ಯಕ್ಷತೆ ವಹಿಸುವರು. ಮುಖ್ಯ ಅತಿಥಿಗಳಾಗಿ ಕೊಪ್ಪಳ ಸಂಸದರಾದ ಕೆ.ರಾಜಶೇಖರ ಹಿಟ್ನಾಳ, ವಿಧಾನ ಪರಿಷತ್ ಸದಸ್ಯರಾದ ಶರಣೇಗೌಡ ಪಾಟೀಲ ಬಯ್ಯಾಪೂರ, ಹೇಮಲತಾ ನಾಯಕ, ಮಾಜಿ ಸಂಸದರಾದ ಸಂಗಣ್ಣ ಕರಡಿ, ಕೊಪ್ಪಳ ನಗರಸಭೆ ಅಧ್ಯಕ್ಷರಾದ ಅಮ್ಜದ್ ಪಟೇಲ್ ಅವರು ಪಾಲ್ಗೊಳ್ಳುವರು. ವಿಶೇಷ ಆಹ್ವಾನಿತರಾಗಿ ತೋಟಗಾರಿಕೆ ಹಾಗೂ ರೇಷ್ಮೆ ಇಲಾಖೆ ಕಾರ್ಯದರ್ಶಿಗಳಾದ ಡಾ.ಶಾಮ್ಲಾ ಇಕ್ಬಾಲ್, ಕೃಷ್ಣಭಾಗ್ಯ ಜಲ ನಿಗಮ ನಿಯಮಿತದ ವ್ಯವಸ್ಥಾಪಕ ನಿರ್ದೇಶಕರು ಹಾಗೂ ಕೊಪ್ಪಳ ಜಿಲ್ಲಾ ಉಸ್ತುವಾರಿ ಕಾರ್ಯದರ್ಶಿ ಕೆ.ಪಿ.ಮೋಹನ್ ರಾಜ್, ಕೊಪ್ಪಳ ಜಿಲ್ಲಾಧಿಕಾರಿ ನಲಿನ ಅತುಲ್, ಜಿಲ್ಲಾ ಪಂಚಾಯತ್ ಮುಖ್ಯ ಕಾರ್ಯನಿರ್ವಾಹಕ ಅಧಿಕಾರಿ ರಾಹುಲ್ ರತ್ನಂ ಪಾಂಡೆ, ಜಿಲ್ಲಾ ಪೊಲೀಸ್ ವರಿಷ್ಠಾಧಿಕಾರಿ ಡಾ.ರಾಮ್ ಎಲ್.ಅರಸಿದ್ದಿ ಅವರು ಭಾಗವಹಿಸುವರು ಎಂದು ಕೊಪ್ಪಳ ತೋಟಗಾರಿಕೆ ಇಲಾಖೆಯ ಉಪನಿರ್ದೇಶಕರಾದ ಕೃಷ್ಣ ಉಕ್ಕುಂದ ಅವರು ಪ್ರಕಟಣೆಯಲ್ಲಿ ತಿಳಿಸಿದ್ದಾರೆ.: [19, 1161, 384, 1510]
weather-title: ಹವಾಮಾನ: [1214, 881, 1498, 906]
weather-city-hospet: ಹೊಸಪೇಟೆ: [1214, 970, 1498, 989]
exam-story: [393, 2024, 1206, 2392]
hostel-story: [1214, 1098, 1498, 1953]
weather-row: ಮಂಗಳ : ಗರಿಷ್ಠ : 40°, ಕನಿಷ್ಠ : 29°: [1214, 925, 1498, 948]
